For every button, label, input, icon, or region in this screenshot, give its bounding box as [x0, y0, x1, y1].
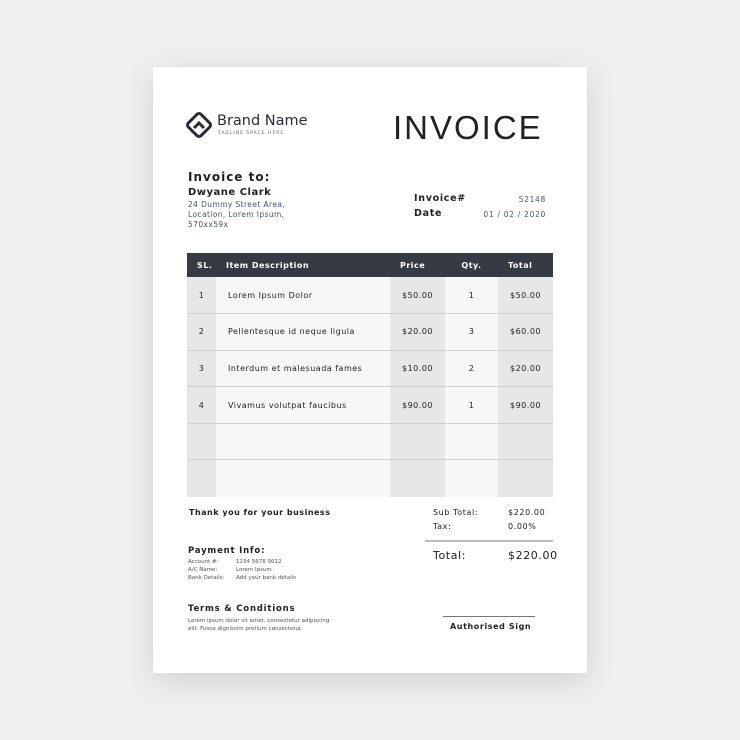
cell-price: $10.00	[390, 350, 445, 387]
header-total: Total	[498, 253, 553, 277]
invoice-page	[153, 67, 587, 673]
address-line: 24 Dummy Street Area,	[188, 200, 286, 209]
cell-description	[216, 423, 390, 460]
header-price: Price	[390, 253, 445, 277]
invoice-number: 52148	[518, 195, 546, 204]
subtotal-label: Sub Total:	[433, 508, 479, 517]
cell-qty: 3	[445, 314, 498, 351]
tax-value: 0.00%	[508, 522, 537, 531]
brand-logo-icon	[185, 111, 213, 139]
table-row	[187, 314, 553, 351]
cell-total	[498, 460, 553, 497]
header-description: Item Description	[216, 253, 390, 277]
cell-price	[390, 423, 445, 460]
address-line: 570xx59x	[188, 220, 229, 229]
authorised-sign: Authorised Sign	[450, 622, 532, 631]
table-row	[187, 423, 553, 460]
payment-value: Lorem Ipsum	[236, 567, 272, 573]
invoice-number-label: Invoice#	[414, 193, 466, 204]
date-label: Date	[414, 208, 443, 219]
invoice-title: INVOICE	[393, 109, 543, 146]
table-header	[187, 253, 553, 277]
payment-label: Account #:	[188, 559, 219, 565]
brand-name: Brand Name	[217, 113, 308, 129]
cell-description: Vivamus volutpat faucibus	[216, 387, 390, 424]
cell-qty	[445, 460, 498, 497]
totals-divider	[425, 540, 553, 542]
cell-qty	[445, 423, 498, 460]
cell-qty: 2	[445, 350, 498, 387]
date-value: 01 / 02 / 2020	[483, 210, 546, 219]
tax-label: Tax:	[433, 522, 452, 531]
header-qty: Qty.	[445, 253, 498, 277]
cell-sl: 4	[187, 387, 216, 424]
table-row	[187, 350, 553, 387]
cell-price: $50.00	[390, 277, 445, 314]
table-row	[187, 387, 553, 424]
cell-price: $90.00	[390, 387, 445, 424]
cell-sl: 3	[187, 350, 216, 387]
header-sl: SL.	[187, 253, 216, 277]
cell-description: Lorem Ipsum Dolor	[216, 277, 390, 314]
client-name: Dwyane Clark	[188, 187, 272, 198]
payment-value: Add your bank details	[236, 575, 297, 581]
cell-description: Pellentesque id neque ligula	[216, 314, 390, 351]
table-row	[187, 277, 553, 314]
payment-info-title: Payment Info:	[188, 546, 266, 556]
signature-line	[443, 616, 535, 617]
total-label: Total:	[433, 549, 466, 562]
cell-price	[390, 460, 445, 497]
cell-sl: 1	[187, 277, 216, 314]
payment-label: Bank Details:	[188, 575, 225, 581]
items-table	[187, 253, 553, 497]
invoice-to-label: Invoice to:	[188, 170, 271, 184]
cell-qty: 1	[445, 277, 498, 314]
cell-qty: 1	[445, 387, 498, 424]
terms-title: Terms & Conditions	[188, 604, 296, 614]
cell-total: $20.00	[498, 350, 553, 387]
cell-price: $20.00	[390, 314, 445, 351]
table-row	[187, 460, 553, 497]
cell-total: $60.00	[498, 314, 553, 351]
total-value: $220.00	[508, 549, 558, 562]
cell-description: Interdum et malesuada fames	[216, 350, 390, 387]
cell-total: $90.00	[498, 387, 553, 424]
thank-you-note: Thank you for your business	[189, 508, 331, 517]
cell-sl: 2	[187, 314, 216, 351]
cell-description	[216, 460, 390, 497]
cell-sl	[187, 460, 216, 497]
cell-total: $50.00	[498, 277, 553, 314]
address-line: Location, Lorem Ipsum,	[188, 210, 285, 219]
brand-tagline: TAGLINE SPACE HERE	[218, 131, 285, 136]
payment-value: 1234 5678 9012	[236, 559, 282, 565]
payment-label: A/C Name:	[188, 567, 218, 573]
cell-sl	[187, 423, 216, 460]
cell-total	[498, 423, 553, 460]
client-address	[188, 200, 308, 230]
subtotal-value: $220.00	[508, 508, 546, 517]
terms-line: Lorem ipsum dolor sit amet, consectetur adipiscing	[188, 618, 330, 624]
terms-line: elit. Fusce dignissim pretium consectetur.	[188, 626, 303, 632]
